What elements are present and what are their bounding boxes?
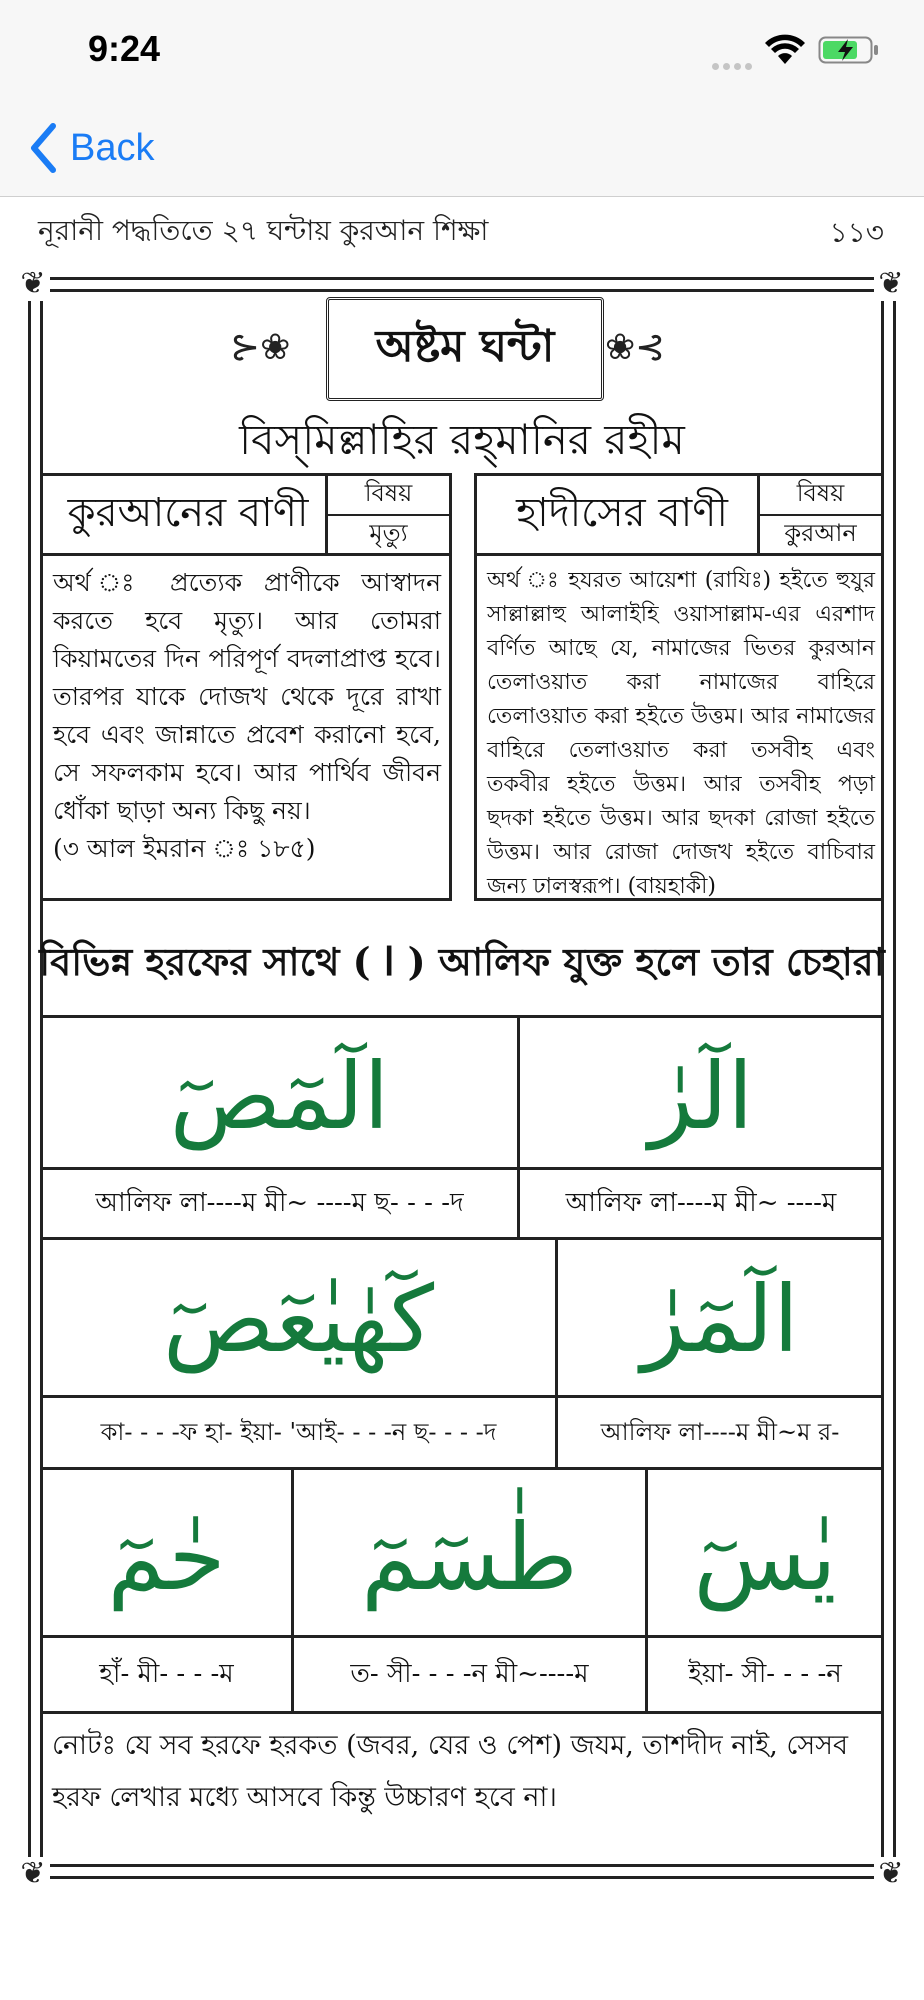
letter-cell xyxy=(42,1018,520,1237)
wifi-icon xyxy=(764,34,806,66)
letter-cell xyxy=(520,1018,882,1237)
pronunciation: ত- সী- - - -ন মী~----ম xyxy=(294,1635,645,1711)
arabic-letters: طٰسٓمٓ xyxy=(361,1504,578,1611)
bismillah-heading: বিস্‌মিল্লাহির রহ্‌মানির রহীম xyxy=(239,415,685,464)
pronunciation: ইয়া- সী- - - -ন xyxy=(648,1635,882,1711)
book-page[interactable] xyxy=(0,197,924,2000)
subject-label: বিষয় xyxy=(328,476,449,516)
quran-box-text xyxy=(53,564,441,868)
pronunciation: আলিফ লা----ম মী~ ----ম ছ- - - -দ xyxy=(42,1167,517,1237)
back-button[interactable] xyxy=(28,120,154,176)
flourish-icon: ⊱❀ xyxy=(230,327,291,368)
chapter-title: অষ্টম ঘন্টা xyxy=(326,297,604,401)
quran-reference: (৩ আল ইমরান ঃ ১৮৫) xyxy=(53,834,316,863)
letters-row-1 xyxy=(42,1015,882,1237)
status-time: 9:24 xyxy=(88,28,161,69)
hadith-text: অর্থ ঃ হযরত আয়েশা (রাযিঃ) হইতে হুযুর সাল্লাল্লাহু আলাইহি ওয়াসাল্লাম-এর এরশাদ বর্ণিত আছে যে, নামাজের ভিতর কুরআন তেলাওয়াত করা নামাজের বাহিরে তেলাওয়াত করা হইতে উত্তম। আর নামাজের বাহিরে তেলাওয়াত করা তসবীহ এবং তকবীর হইতে উত্তম। আর তসবীহ পড়া ছদকা হইতে উত্তম। আর ছদকা রোজা হইতে উত্তম। আর রোজা দোজখ হইতে বাচিবার জন্য ঢালস্বরূপ। (বায়হাকী) xyxy=(487,568,875,899)
chevron-left-icon xyxy=(28,122,58,174)
quran-translation: অর্থ ঃ প্রত্যেক প্রাণীকে আস্বাদন করতে হবে মৃত্যু। আর তোমরা কিয়ামতের দিন পরিপূর্ণ বদলাপ্রাপ্ত হবে। তারপর যাকে দোজখ থেকে দূরে রাখা হবে এবং জান্নাতে প্রবেশ করানো হবে, সে সফলকাম হবে। আর পার্থিব জীবন ধোঁকা ছাড়া অন্য কিছু নয়। xyxy=(53,568,441,825)
back-label: Back xyxy=(70,126,155,169)
battery-charging-icon xyxy=(818,36,880,64)
pronunciation: কা- - - -ফ হা- ইয়া- 'আই- - - -ন ছ- - - -দ xyxy=(42,1395,555,1467)
letter-cell xyxy=(42,1470,294,1711)
arabic-letters: الٓمٓرٰ xyxy=(641,1266,799,1373)
pronunciation: আলিফ লা----ম মী~ম র- xyxy=(558,1395,882,1467)
navigation-bar xyxy=(0,100,924,197)
arabic-letters: حٰمٓ xyxy=(107,1504,226,1611)
note-text: নোটঃ যে সব হরফে হরকত (জবর, যের ও পেশ) জযম, তাশদীদ নাই, সেসব হরফ লেখার মধ্যে আসবে কিন্তু উচ্চারণ হবে না। xyxy=(42,1711,882,1861)
subject-value: কুরআন xyxy=(784,519,857,547)
letter-cell xyxy=(42,1240,558,1467)
letter-cell xyxy=(648,1470,882,1711)
arabic-letters: يٰسٓ xyxy=(693,1504,837,1611)
letter-cell xyxy=(294,1470,648,1711)
running-head: নূরানী পদ্ধতিতে ২৭ ঘন্টায় কুরআন শিক্ষা xyxy=(38,214,489,247)
hadith-box xyxy=(474,473,884,901)
corner-ornament-icon: ❦ xyxy=(874,1857,908,1891)
quran-verse-box xyxy=(40,473,452,901)
status-bar xyxy=(0,0,924,100)
arabic-letters: الٓرٰ xyxy=(648,1043,754,1150)
hadith-box-title: হাদীসের বাণী xyxy=(477,476,767,556)
subject-label: বিষয় xyxy=(760,476,881,516)
hadith-subject xyxy=(757,476,881,556)
corner-ornament-icon: ❦ xyxy=(16,267,50,301)
pronunciation: আলিফ লা----ম মী~ ----ম xyxy=(520,1167,882,1237)
corner-ornament-icon: ❦ xyxy=(874,267,908,301)
arabic-letters: كٓهٰيٰعٓصٓ xyxy=(162,1266,435,1373)
letters-row-2 xyxy=(42,1237,882,1467)
flourish-icon: ❀⊰ xyxy=(605,327,666,368)
page-number: ১১৩ xyxy=(829,216,884,249)
pronunciation: হাঁ- মী- - - -ম xyxy=(42,1635,291,1711)
arabic-letters: الٓمٓصٓ xyxy=(169,1043,390,1150)
letter-cell xyxy=(558,1240,882,1467)
quran-box-title: কুরআনের বাণী xyxy=(43,476,333,556)
corner-ornament-icon: ❦ xyxy=(16,1857,50,1891)
letters-row-3 xyxy=(42,1467,882,1711)
subject-value: মৃত্যু xyxy=(369,519,408,547)
cellular-signal-icon xyxy=(712,55,756,74)
alif-section-title: বিভিন্ন হরফের সাথে ( ا ) আলিফ যুক্ত হলে তার চেহারা xyxy=(39,939,885,984)
quran-subject xyxy=(325,476,449,556)
chapter-banner xyxy=(0,297,924,397)
